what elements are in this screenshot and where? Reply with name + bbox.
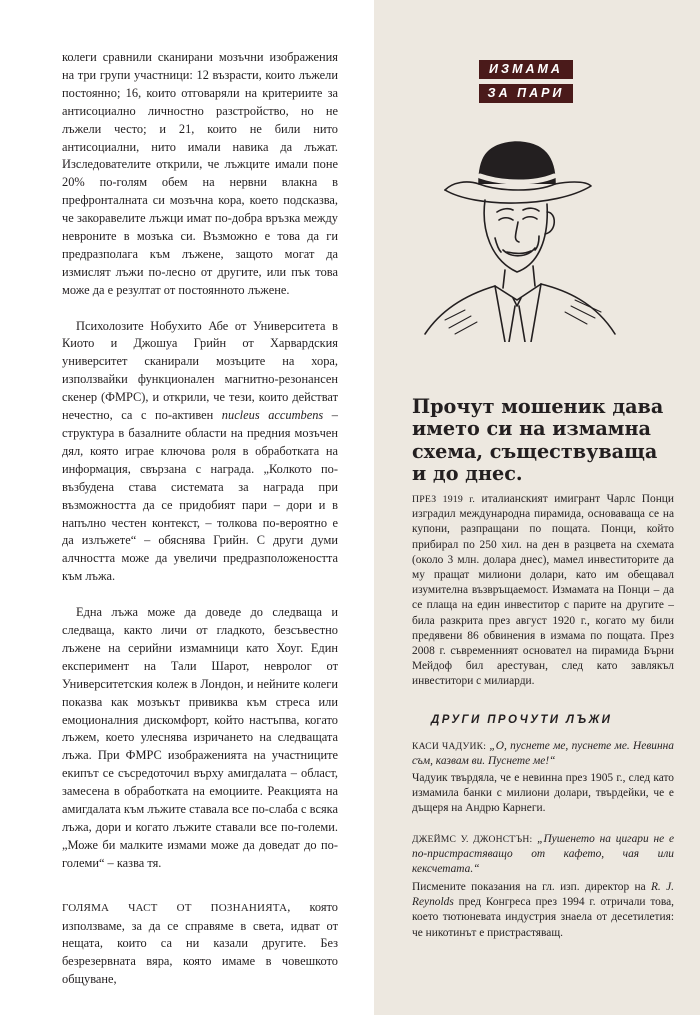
p4-lead-in: ГОЛЯМА ЧАСТ ОТ ПОЗНАНИЯТА xyxy=(62,901,288,914)
p2-text-b: – структура в базалните области на предния мозъчен дял, която играе ключова роля в обработката на информация, свързана с награда. „Колкото по-възбудена става системата за награда при възможността да се придобият пари – дори и в напълно честен контекст, – толкова по-вероятно е да излъжете“ – обяснява Грийн. С други думи алчността може да увеличи предразположеността към лъжа. xyxy=(62,408,338,584)
sidebar-headline: Прочут мошеник дава името си на измамна схема, съществуваща и до днес. xyxy=(412,395,664,486)
lie-1-quote-block xyxy=(412,739,674,769)
lie-1-person: КАСИ ЧАДУИК: xyxy=(412,741,487,752)
main-article-column xyxy=(62,49,338,989)
lie-2-quote-block xyxy=(412,832,674,878)
man-in-boater-hat-portrait-icon xyxy=(405,120,627,342)
ponzi-story xyxy=(412,492,674,690)
article-paragraph-4 xyxy=(62,899,338,990)
lie-2-company: R. J. Reynolds xyxy=(412,881,674,909)
lie-1-description: Чадуик твърдяла, че е невинна през 1905 г., след като измамила банки с милиони долари, твърдейки, че е дъщеря на Андрю Карнеги. xyxy=(412,772,674,815)
story-text: италианският имигрант Чарлс Понци изградил международна пирамида, основаваща се на купони, разпращани по пощата. Понци, който прибирал по 250 хил. на ден в разцвета на схемата (около 3 млн. долара днес), мамел инвеститорите да му пращат милиони долари, като им обещавал изумителна възвръщаемост. Измамата на Понци – да се плаща на един инвеститор с парите на другите – била разкрита през август 1920 г., когато му били предявени 86 обвинения в измама по пощата. През 2008 г. съвременният основател на пирамида Бърни Мейдоф бил арестуван, след като завлякъл инвеститори с милиарди. xyxy=(412,493,674,688)
lie-2-quote: „Пушенето на цигари не е по-пристрастяващо от кафето, чая или кексчетата.“ xyxy=(412,833,674,876)
p4-text: , която използваме, за да се справяме в света, идват от нещата, които са ни казали другите. Без безрезервната вяра, която имаме в човешкото общуване, xyxy=(62,899,338,987)
p2-text-a: Психолозите Нобухито Абе от Университета в Киото и Джошуа Грийн от Харвардския университет сканирали мозъците на хора, използвайки функционален магнитно-резонансен скенер (ФМРС), и открили, че тези, които действат нечестно, са с по-активен xyxy=(62,318,338,423)
lie-2-text-a: Писмените показания на гл. изп. директор на xyxy=(412,881,651,893)
article-paragraph-2 xyxy=(62,318,338,587)
lie-2-description xyxy=(412,880,674,941)
sidebar-tag-line-1: ИЗМАМА xyxy=(479,60,573,79)
lie-2-person: ДЖЕЙМС У. ДЖОНСТЪН: xyxy=(412,834,533,845)
story-lead-in: ПРЕЗ 1919 г. xyxy=(412,494,476,505)
nucleus-accumbens-term: nucleus accumbens xyxy=(221,408,324,423)
lie-1-quote: „О, пуснете ме, пуснете ме. Невинна съм, казвам ви. Пуснете ме!“ xyxy=(412,740,674,768)
other-lies-title: ДРУГИ ПРОЧУТИ ЛЪЖИ xyxy=(431,714,613,726)
lie-2-text-b: пред Конгреса през 1994 г. отричали това, което тютюневата индустрия знаела от десетилетия: че никотинът е пристрастяващ. xyxy=(412,896,674,939)
article-paragraph-3: Една лъжа може да доведе до следваща и следваща, както личи от гладкото, безсъвестно лъжене на серийни измамници като Хоуг. Един експеримент на Тали Шарот, невролог от Университетския колеж в Лондон, и нейните колеги показва как мозъкът привиква към стреса или емоционалния дискомфорт, който настъпва, когато лъжем, което улеснява изричането на следващата лъжа. При ФМРС изображенията на участниците екипът се съсредоточил върху амигдалата – област, замесена в обработката на емоциите. Реакцията на амигдалата към лъжите ставала все по-слаба с всяка лъжа, дори и когато лъжите ставали все по-големи. „Може би малките измами може да доведат до по-големи“ – казва тя. xyxy=(62,605,338,870)
article-paragraph-1: колеги сравнили сканирани мозъчни изображения на три групи участници: 12 възрасти, които лъжели постоянно; 16, които отговаряли на критериите за антисоциално личностно разстройство, но не лъжели често; и 21, които не били нито антисоциални, нито имали навика да лъжат. Изследователите открили, че лъжците имали поне 20% по-голям обем на нервни влакна в префронталната си мозъчна кора, което подсказва, че закоравелите лъжци имат по-добра връзка между невроните в мозъка си. Възможно е това да ги предразполага към лъжене, защото могат да измислят лъжи по-лесно от другите, или пък това може да е резултат от постоянното лъжене. xyxy=(62,50,338,297)
sidebar-tag-line-2: ЗА ПАРИ xyxy=(479,84,573,103)
